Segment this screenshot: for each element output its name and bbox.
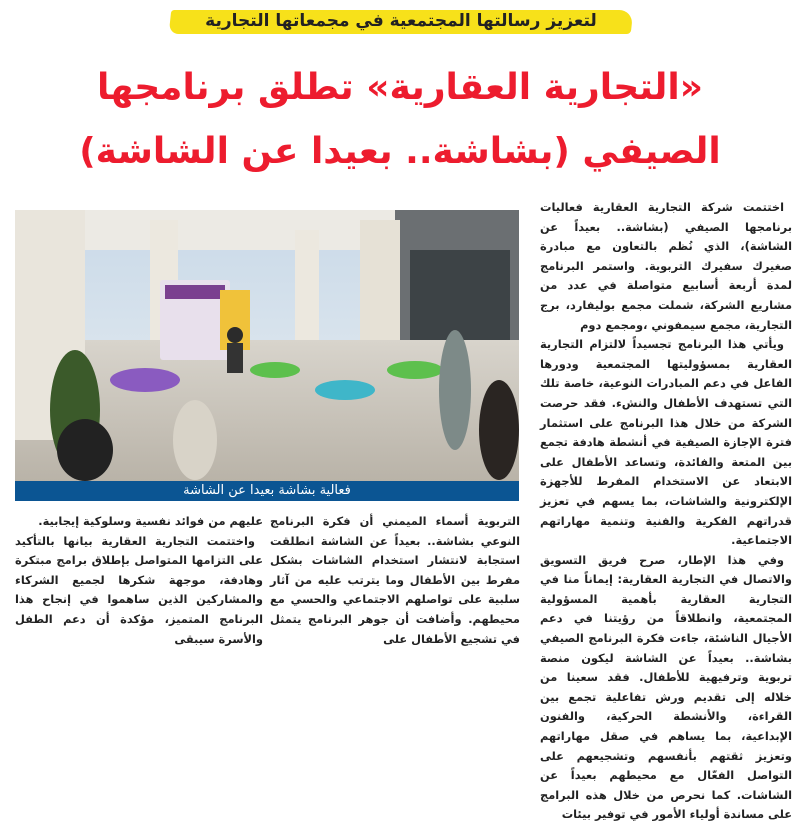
paragraph: واختتمت التجارية العقارية بيانها بالتأكيد على التزامها المتواصل بإطلاق برامج مبتكرة وهادفة، موجهة شكرها لجميع الشركاء والمشاركين الذين ساهموا في إنجاح هذا البرنامج المتميز، مؤكدة أن دعم الطفل والأسرة سيبقى bbox=[15, 533, 263, 646]
paragraph: اختتمت شركة التجارية العقارية فعاليات برنامجها الصيفي (بشاشة.. بعيداً عن الشاشة)، الذي نُظم بالتعاون مع مبادرة صغيرك سفيرك التربوية. واستمر البرنامج لمدة أربعة أسابيع متواصلة في عدد من مشاريع الشركة، شملت مجمع بوليفارد، برج التجارية، مجمع سيمفوني ،ومجمع دوم bbox=[540, 200, 792, 332]
headline-line-1: «التجارية العقارية» تطلق برنامجها bbox=[96, 67, 704, 108]
paragraph: ويأتي هذا البرنامج تجسيداً لالتزام التجارية العقارية بمسؤوليتها المجتمعية ودورها الفاعل في دعم المبادرات النوعية، خاصة تلك التي تستهدف الأطفال والنشء. فقد حرصت الشركة من خلال هذا البرنامج على استثمار فترة الإجازة الصيفية في أنشطة هادفة تجمع بين المتعة والفائدة، وتساعد الأطفال على الابتعاد عن الاستخدام المفرط للأجهزة الإلكترونية والشاشات، بما يسهم في تعزيز قدراتهم الفكرية والفنية وتنمية مهاراتهم الاجتماعية. bbox=[540, 337, 792, 548]
headline-line-2: الصيفي (بشاشة.. بعيدا عن الشاشة) bbox=[79, 131, 721, 172]
photo-scene bbox=[15, 210, 519, 481]
headline bbox=[20, 56, 780, 184]
paragraph: عليهم من فوائد نفسية وسلوكية إيجابية. bbox=[38, 514, 263, 528]
kicker-banner bbox=[170, 6, 632, 36]
photo-caption: فعالية بشاشة بعيدا عن الشاشة bbox=[15, 481, 519, 501]
paragraph: وفي هذا الإطار، صرح فريق التسويق والاتصال في التجارية العقارية: إيماناً منا في التجارية العقارية بأهمية المسؤولية المجتمعية، وانطلاقاً من رؤيتنا في دعم الأجيال الناشئة، جاءت فكرة البرنامج الصيفي بشاشة.. بعيداً عن الشاشة ليكون منصة تربوية وترفيهية للأطفال. فقد سعينا من خلاله إلى تقديم ورش تفاعلية تجمع بين القراءة، والأنشطة الحركية، والفنون الإبداعية، بما يساهم في صقل مهاراتهم وتعزيز ثقتهم بأنفسهم وتشجيعهم على التواصل الفعّال مع محيطهم بعيداً عن الشاشات. كما نحرص من خلال هذه البرامج على مساندة أولياء الأمور في توفير بيئات bbox=[540, 552, 792, 822]
article-column-middle bbox=[270, 512, 520, 649]
kicker-text: لتعزيز رسالتها المجتمعية في مجمعاتها التجارية bbox=[205, 11, 597, 31]
article-column-left bbox=[15, 512, 263, 649]
article-column-right bbox=[540, 198, 792, 825]
paragraph: التربوية أسماء الميمني أن فكرة البرنامج النوعي بشاشة.. بعيداً عن الشاشة انطلقت استجابة لانتشار استخدام الشاشات بشكل مفرط بين الأطفال وما يترتب عليه من آثار سلبية على تواصلهم الاجتماعي والحسي مع محيطهم. وأضافت أن جوهر البرنامج يتمثل في تشجيع الأطفال على bbox=[270, 514, 520, 646]
article-photo bbox=[15, 210, 519, 481]
